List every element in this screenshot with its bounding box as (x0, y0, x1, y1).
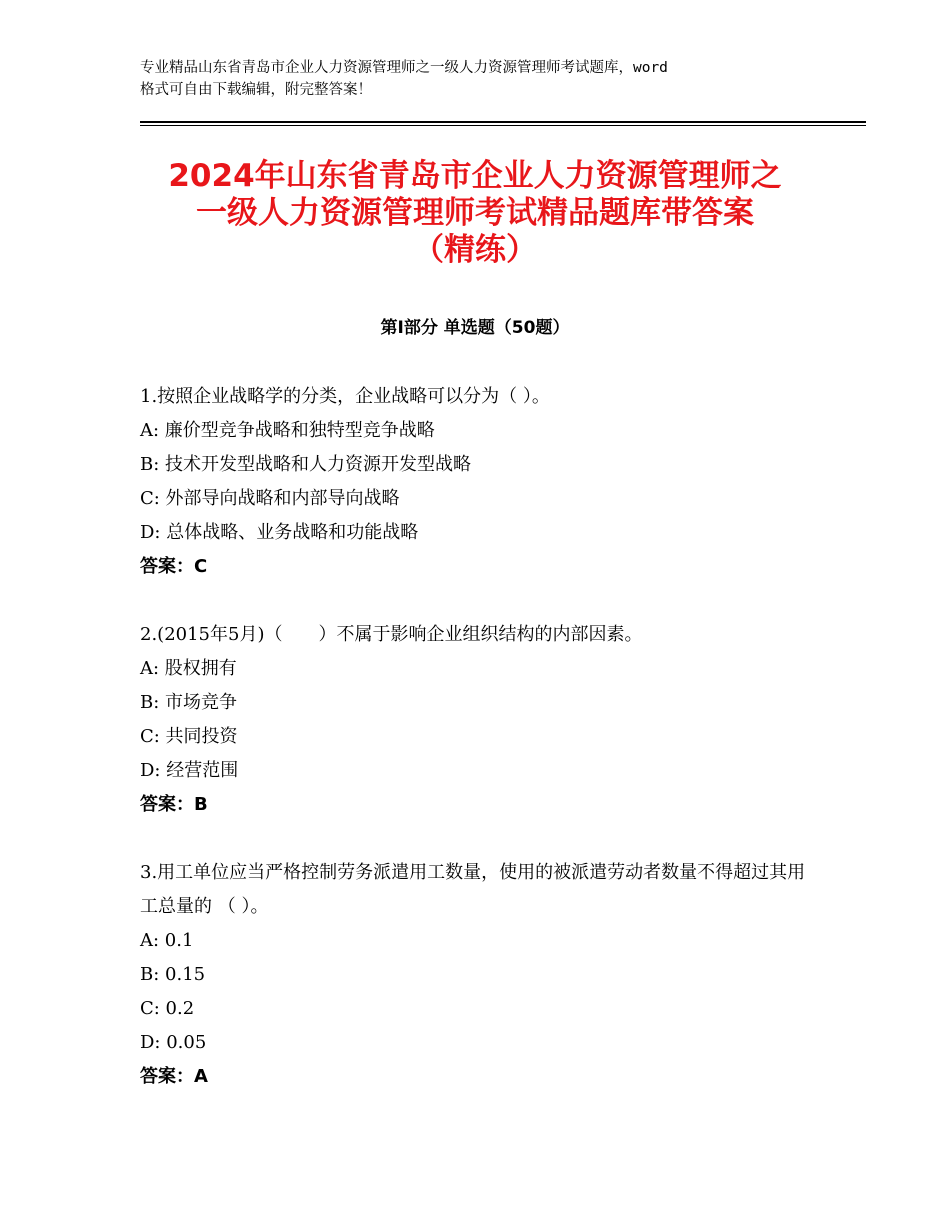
question-stem: 1.按照企业战略学的分类，企业战略可以分为（ ）。 (140, 386, 550, 407)
document-title-line-1: 2024年山东省青岛市企业人力资源管理师之 (168, 158, 782, 194)
option-d: D: 总体战略、业务战略和功能战略 (140, 522, 419, 543)
option-b: B: 0.15 (140, 964, 206, 985)
option-a: A: 0.1 (140, 930, 194, 951)
option-d: D: 0.05 (140, 1032, 207, 1053)
option-c: C: 共同投资 (140, 726, 238, 747)
option-a: A: 廉价型竞争战略和独特型竞争战略 (140, 420, 435, 441)
header-rule-thick (140, 121, 866, 123)
answer: 答案：A (140, 1066, 208, 1087)
option-d: D: 经营范围 (140, 760, 239, 781)
question-stem: 3.用工单位应当严格控制劳务派遣用工数量，使用的被派遣劳动者数量不得超过其用工总量的 （ ）。 (140, 862, 806, 917)
option-a: A: 股权拥有 (140, 658, 237, 679)
question-2 (140, 618, 820, 822)
header-note (140, 57, 840, 101)
option-c: C: 外部导向战略和内部导向战略 (140, 488, 400, 509)
document-title (120, 158, 830, 269)
option-b: B: 市场竞争 (140, 692, 238, 713)
question-3 (140, 856, 820, 1094)
header-note-line-2: 格式可自由下载编辑，附完整答案！ (140, 82, 372, 98)
option-b: B: 技术开发型战略和人力资源开发型战略 (140, 454, 472, 475)
document-title-line-3: （精练） (413, 232, 537, 268)
question-stem: 2.(2015年5月)（ ）不属于影响企业组织结构的内部因素。 (140, 624, 643, 645)
header-rule-thin (140, 125, 866, 126)
question-list (140, 380, 820, 1128)
header-note-line-1: 专业精品山东省青岛市企业人力资源管理师之一级人力资源管理师考试题库，word (140, 60, 668, 76)
section-title: 第Ⅰ部分 单选题（50题） (380, 318, 570, 338)
option-c: C: 0.2 (140, 998, 195, 1019)
answer: 答案：B (140, 794, 208, 815)
answer: 答案：C (140, 556, 208, 577)
question-1 (140, 380, 820, 584)
document-title-line-2: 一级人力资源管理师考试精品题库带答案 (196, 195, 754, 231)
